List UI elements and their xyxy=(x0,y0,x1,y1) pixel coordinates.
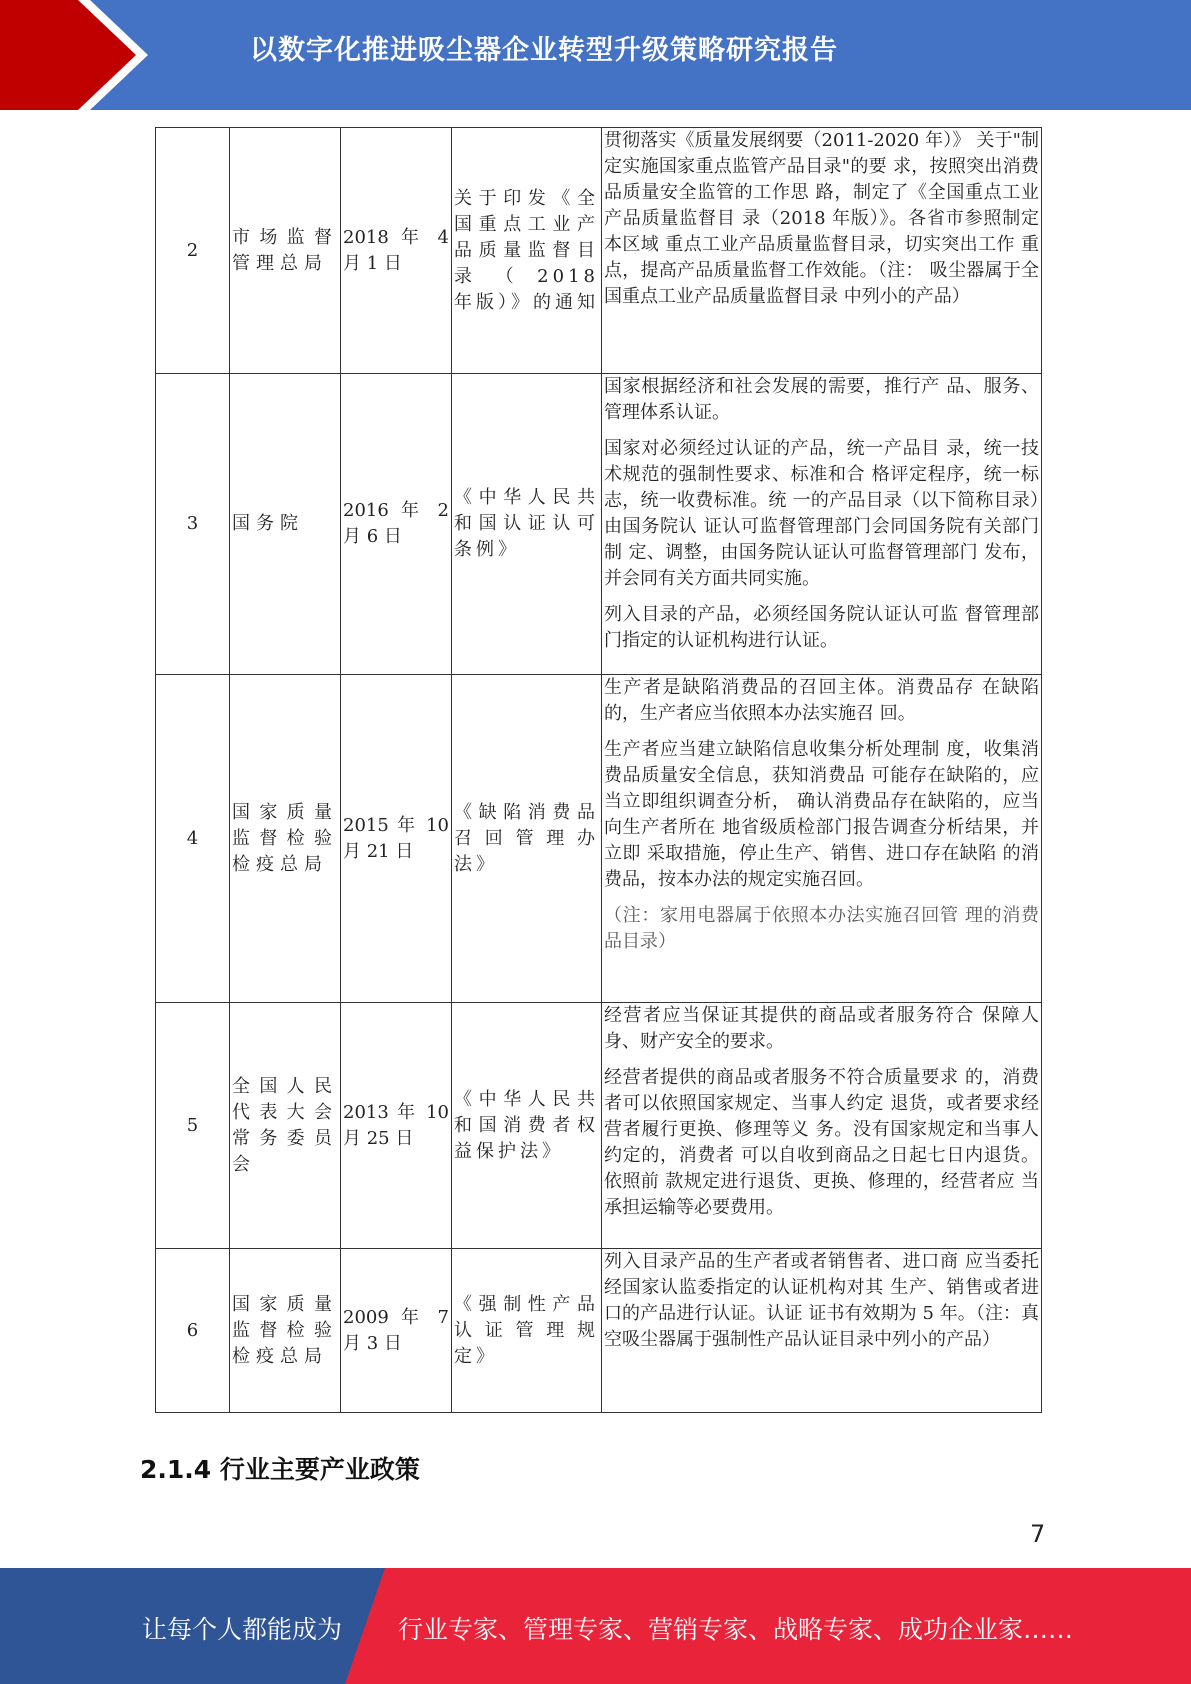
row-number: 5 xyxy=(156,1003,230,1249)
table-row xyxy=(156,675,1042,1003)
header-chevron-decoration xyxy=(0,0,160,110)
section-heading: 2.1.4 行业主要产业政策 xyxy=(140,1455,420,1484)
report-title: 以数字化推进吸尘器企业转型升级策略研究报告 xyxy=(250,35,838,66)
footer-slogan-right: 行业专家、管理专家、营销专家、战略专家、成功企业家…… xyxy=(398,1615,1074,1644)
content-paragraph: 国家根据经济和社会发展的需要，推行产 品、服务、管理体系认证。 xyxy=(604,376,1039,423)
table-row xyxy=(156,1249,1042,1413)
row-number: 2 xyxy=(156,128,230,374)
content-paragraph: 贯彻落实《质量发展纲要（2011-2020 年）》 关于"制定实施国家重点监管产品目录"的要 求，按照突出消费品质量安全监管的工作思 路，制定了《全国重点工业产品质量监督目 录（2018 年版）》。各省市参照制定本区域 重点工业产品质量监督目录，切实突出工作 重点，提高产品质量监督工作效能。（注： 吸尘器属于全国重点工业产品质量监督目录 中列小的产品） xyxy=(604,130,1039,307)
table-row xyxy=(156,1003,1042,1249)
issue-date: 2016 年 2 月 6 日 xyxy=(341,374,452,675)
content-paragraph: 国家对必须经过认证的产品，统一产品目 录，统一技术规范的强制性要求、标准和合 格评定程序，统一标志，统一收费标准。统 一的产品目录（以下简称目录）由国务院认 证认可监督管理部门会同国务院有关部门制 定、调整，由国务院认证认可监督管理部门 发布，并会同有关方面共同实施。 xyxy=(604,438,1039,589)
page-header xyxy=(0,0,1191,110)
policy-document: 《中华人民共和国认证认可条例》 xyxy=(452,374,602,675)
table-row xyxy=(156,374,1042,675)
issuing-organization: 市场监督管理总局 xyxy=(230,128,341,374)
policy-content xyxy=(602,1003,1042,1249)
page-number: 7 xyxy=(1030,1520,1046,1548)
issuing-organization: 国家质量监督检验检疫总局 xyxy=(230,675,341,1003)
content-paragraph: 列入目录产品的生产者或者销售者、进口商 应当委托经国家认监委指定的认证机构对其 生产、销售或者进口的产品进行认证。认证 证书有效期为 5 年。（注：真空吸尘器属于强制性产品认证目录中列小的产品） xyxy=(604,1251,1039,1350)
content-paragraph: 经营者提供的商品或者服务不符合质量要求 的，消费者可以依照国家规定、当事人约定 退货，或者要求经营者履行更换、修理等义 务。没有国家规定和当事人约定的，消费者 可以自收到商品之日起七日内退货。依照前 款规定进行退货、更换、修理的，经营者应 当承担运输等必要费用。 xyxy=(604,1067,1039,1218)
content-paragraph: 列入目录的产品，必须经国务院认证认可监 督管理部门指定的认证机构进行认证。 xyxy=(604,604,1039,651)
content-paragraph: 生产者是缺陷消费品的召回主体。消费品存 在缺陷的，生产者应当依照本办法实施召 回。 xyxy=(604,677,1039,724)
policy-table xyxy=(155,127,1042,1413)
policy-document: 《强制性产品认证管理规 定》 xyxy=(452,1249,602,1413)
content-paragraph: 经营者应当保证其提供的商品或者服务符合 保障人身、财产安全的要求。 xyxy=(604,1005,1039,1052)
footer-slogan-left: 让每个人都能成为 xyxy=(142,1615,343,1644)
policy-document: 关于印发《全国重点工业产品质量监督目录 （ 2018 年版）》的通知 xyxy=(452,128,602,374)
row-number: 4 xyxy=(156,675,230,1003)
issue-date: 2018 年 4 月 1 日 xyxy=(341,128,452,374)
issue-date: 2015 年 10 月 21 日 xyxy=(341,675,452,1003)
issue-date: 2009 年 7 月 3 日 xyxy=(341,1249,452,1413)
issuing-organization: 全国人民代表大会常务委员会 xyxy=(230,1003,341,1249)
row-number: 3 xyxy=(156,374,230,675)
policy-content xyxy=(602,675,1042,1003)
content-note: （注：家用电器属于依照本办法实施召回管 理的消费品目录） xyxy=(604,905,1039,952)
policy-content xyxy=(602,374,1042,675)
policy-content xyxy=(602,128,1042,374)
policy-document: 《缺陷消费品召回管理办 法》 xyxy=(452,675,602,1003)
row-number: 6 xyxy=(156,1249,230,1413)
content-paragraph: 生产者应当建立缺陷信息收集分析处理制 度，收集消费品质量安全信息，获知消费品 可能存在缺陷的，应当立即组织调查分析， 确认消费品存在缺陷的，应当向生产者所在 地省级质检部门报告调查分析结果，并立即 采取措施，停止生产、销售、进口存在缺陷 的消费品，按本办法的规定实施召回。 xyxy=(604,739,1039,890)
policy-content xyxy=(602,1249,1042,1413)
issue-date: 2013 年 10 月 25 日 xyxy=(341,1003,452,1249)
policy-document: 《中华人民共和国消费者权益保护法》 xyxy=(452,1003,602,1249)
issuing-organization: 国务院 xyxy=(230,374,341,675)
table-row xyxy=(156,128,1042,374)
issuing-organization: 国家质量监督检验检疫总局 xyxy=(230,1249,341,1413)
page-footer xyxy=(0,1568,1191,1684)
